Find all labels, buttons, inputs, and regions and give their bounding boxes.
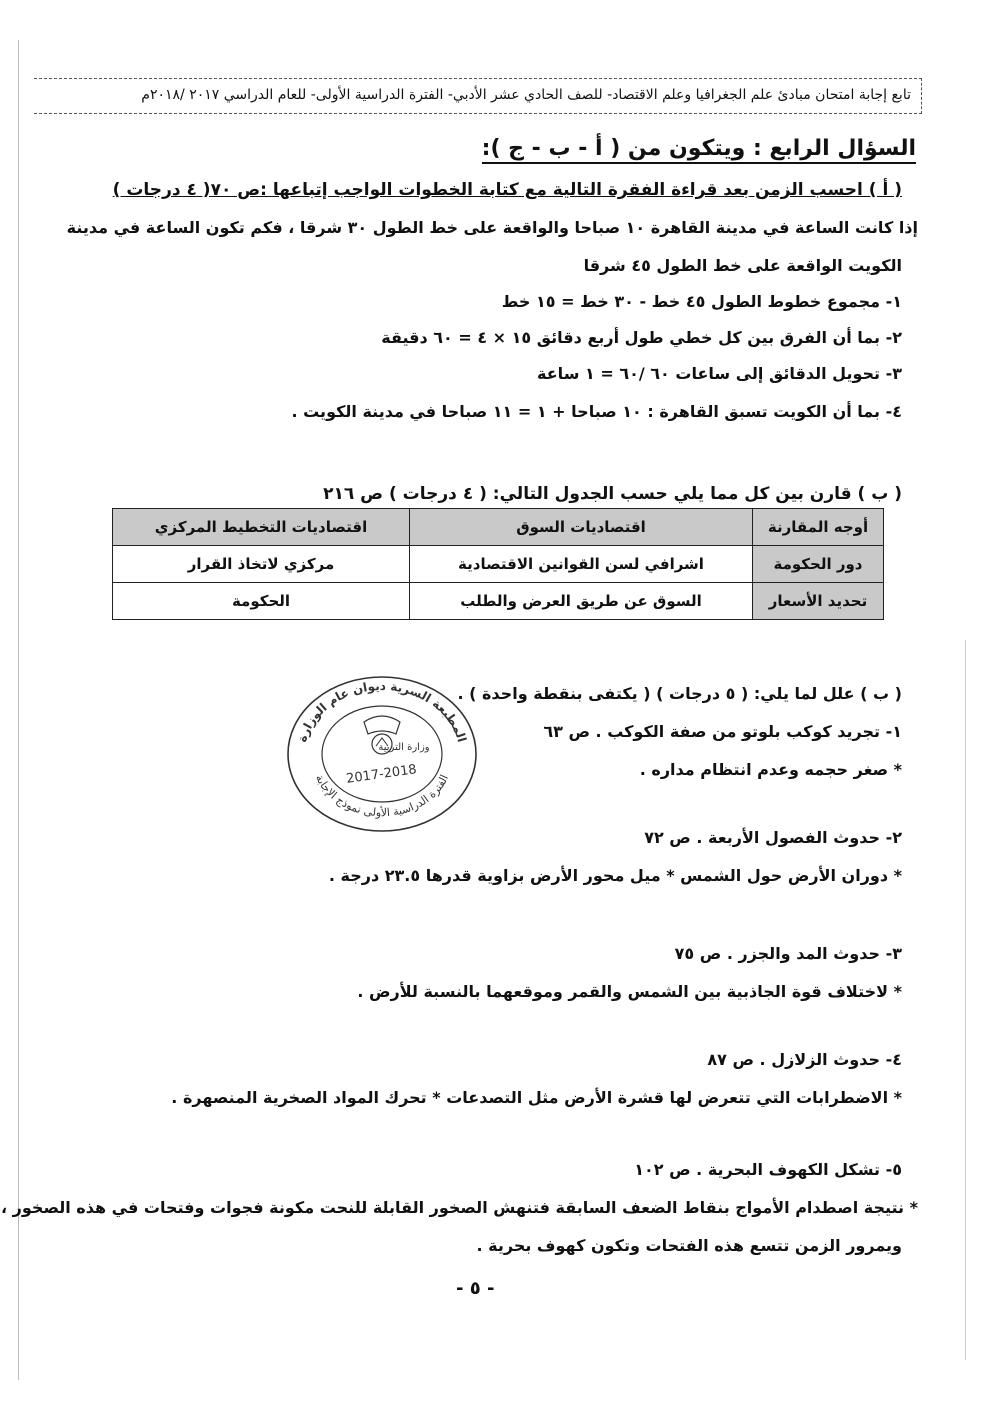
part-b-explain-heading: ( ب ) علل لما يلي: ( ٥ درجات ) ( يكتفى بنقطة واحدة ) .: [457, 684, 902, 703]
stamp-year: 2017-2018: [345, 762, 418, 787]
table-cell: الحكومة: [113, 583, 410, 620]
exam-header: [34, 78, 922, 114]
table-header-cell: اقتصاديات السوق: [410, 509, 753, 546]
header-text: تابع إجابة امتحان مبادئ علم الجغرافيا وعلم الاقتصاد- للصف الحادي عشر الأدبي- الفترة الدراسية الأولى- للعام الدراسي ٢٠١٧ /٢٠١٨م: [141, 87, 911, 103]
explain-question: ٤- حدوث الزلازل . ص ٨٧: [707, 1050, 902, 1069]
stamp-inner-text: وزارة التربية: [378, 742, 430, 753]
explain-answer: * دوران الأرض حول الشمس * ميل محور الأرض بزاوية قدرها ٢٣.٥ درجة .: [328, 866, 902, 885]
table-row: [113, 583, 884, 620]
stamp-outer-text: المطبعة السرية ديوان عام الوزارة: [294, 678, 470, 744]
explain-question: ٥- تشكل الكهوف البحرية . ص ١٠٢: [634, 1160, 902, 1179]
page-edge-line: [18, 40, 19, 1380]
table-cell: تحديد الأسعار: [753, 583, 884, 620]
part-a-step: ٢- بما أن الفرق بين كل خطي طول أربع دقائق ١٥ × ٤ = ٦٠ دقيقة: [381, 328, 902, 347]
part-a-step: ٤- بما أن الكويت تسبق القاهرة : ١٠ صباحا + ١ = ١١ صباحا في مدينة الكويت .: [291, 402, 902, 421]
part-a-problem: الكويت الواقعة على خط الطول ٤٥ شرقا: [583, 256, 902, 275]
explain-answer: * لاختلاف قوة الجاذبية بين الشمس والقمر وموقعهما بالنسبة للأرض .: [357, 982, 902, 1001]
part-b-heading-text: ( ب ) قارن بين كل مما يلي حسب الجدول التالي: ( ٤ درجات ) ص ٢١٦: [323, 484, 902, 504]
ministry-seal-stamp: [284, 674, 480, 834]
table-header-cell: أوجه المقارنة: [753, 509, 884, 546]
page-edge-line: [965, 640, 966, 1360]
table-row: [113, 546, 884, 583]
comparison-table: [112, 508, 884, 620]
part-a-step: ٣- تحويل الدقائق إلى ساعات ٦٠ /٦٠ = ١ ساعة: [537, 364, 902, 383]
part-a-step: ١- مجموع خطوط الطول ٤٥ خط - ٣٠ خط = ١٥ خط: [501, 292, 902, 311]
part-a-problem: إذا كانت الساعة في مدينة القاهرة ١٠ صباحا والواقعة على خط الطول ٣٠ شرقا ، فكم تكون الساعة في مدينة: [66, 218, 918, 237]
part-a-heading: ( أ ) احسب الزمن بعد قراءة الفقرة التالية مع كتابة الخطوات الواجب إتباعها :ص ٧٠( ٤ درجات ): [112, 180, 902, 200]
explain-question: ٢- حدوث الفصول الأربعة . ص ٧٢: [644, 828, 902, 847]
explain-answer: * نتيجة اصطدام الأمواج بنقاط الضعف السابقة فتنهش الصخور القابلة للنحت مكونة فجوات وفتحات في هذه الصخور ،: [1, 1198, 918, 1217]
explain-answer: * صغر حجمه وعدم انتظام مداره .: [639, 760, 902, 779]
table-cell: دور الحكومة: [753, 546, 884, 583]
table-cell: اشرافي لسن القوانين الاقتصادية: [410, 546, 753, 583]
explain-question: ٣- حدوث المد والجزر . ص ٧٥: [674, 944, 902, 963]
part-b-heading: [323, 484, 902, 504]
table-cell: السوق عن طريق العرض والطلب: [410, 583, 753, 620]
explain-answer: * الاضطرابات التي تتعرض لها قشرة الأرض مثل التصدعات * تحرك المواد الصخرية المنصهرة .: [171, 1088, 902, 1107]
page-number: - ٥ -: [456, 1278, 495, 1299]
explain-question: ١- تجريد كوكب بلوتو من صفة الكوكب . ص ٦٣: [543, 722, 902, 741]
table-cell: مركزي لاتخاذ القرار: [113, 546, 410, 583]
table-header-cell: اقتصاديات التخطيط المركزي: [113, 509, 410, 546]
stamp-bottom-text: الفترة الدراسية الأولى نموذج الإجابة: [312, 772, 452, 820]
explain-answer: ويمرور الزمن تتسع هذه الفتحات وتكون كهوف بحرية .: [476, 1236, 902, 1255]
question-title: السؤال الرابع : ويتكون من ( أ - ب - ج ):: [482, 136, 916, 164]
table-header-row: [113, 509, 884, 546]
